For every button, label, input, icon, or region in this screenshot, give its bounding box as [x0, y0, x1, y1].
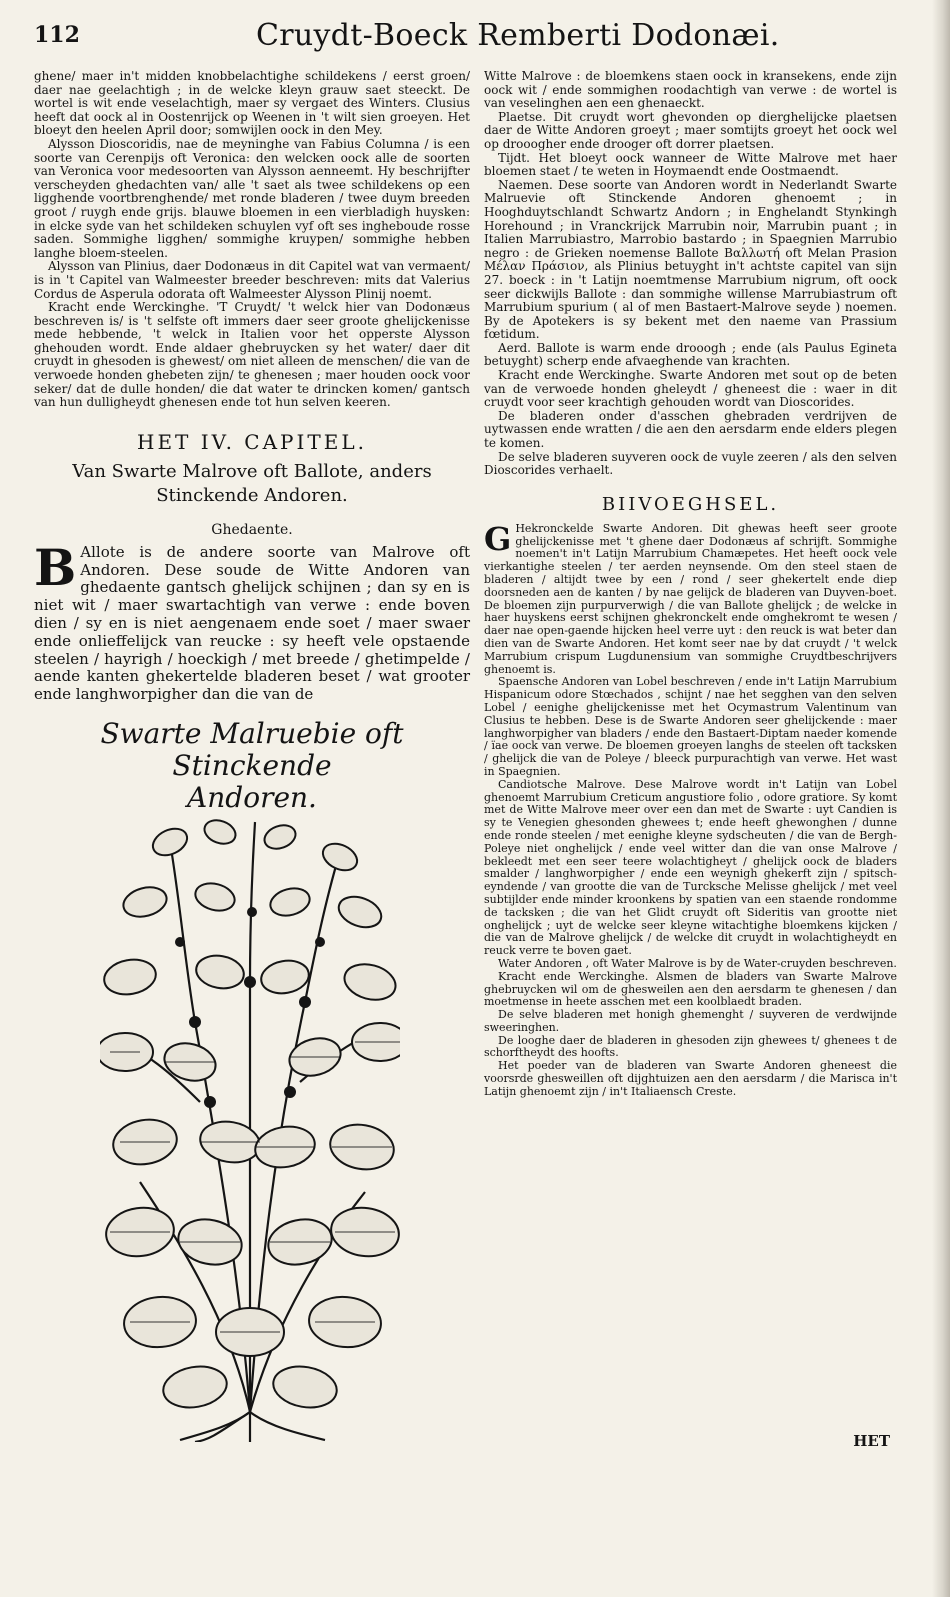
- catchword: HET: [853, 1432, 890, 1450]
- black-horehound-woodcut-illustration: [100, 802, 400, 1442]
- section-heading-bijvoeghsel: BIIVOEGHSEL.: [601, 493, 780, 515]
- chapter-subtitle-line-1: Van Swarte Malrove oft Ballote, anders: [72, 460, 432, 482]
- page-number: 112: [34, 22, 80, 48]
- paragraph-poeder: Het poeder van de bladeren van Swarte Andoren gheneest die voorsrde ghesweillen oft dijghtuizen aen den aersdarm / die Marisca in't Latijn ghenoemt zijn / in't Italiaensch Creste.: [484, 1059, 897, 1098]
- chapter-heading: HET IV. CAPITEL.: [137, 429, 367, 454]
- paragraph-spaensche-andoren: Spaensche Andoren van Lobel beschreven / ende in't Latijn Marrubium Hispanicum odore Stœchados , schijnt / nae het segghen van den selven Lobel / eenighe ghelijckenisse met het Ocymastrum Valentinum van Clusius te hebben. Dese is de Swarte Andoren seer ghelijckende : maer langhworpigher van bladers / ende den Bastaert-Diptam naeder komende / ïae oock van verwe. De bloemen groeyen langhs de steelen oft tacksken / ghelijck die van de Poleye / bleeck purpurachtigh van verwe. Het wast in Spaegnien.: [484, 675, 897, 778]
- paragraph-tijdt: Tijdt. Het bloeyt oock wanneer de Witte Malrove met haer bloemen staet / te weten in Hoymaendt ende Oostmaendt.: [484, 150, 897, 179]
- paragraph-candiotsche-malrove: Candiotsche Malrove. Dese Malrove wordt in't Latijn van Lobel ghenoemt Marrubium Creticum angustiore folio , odore gratiore. Sy komt met de Witte Malrove meer over een dan met de Swarte : uyt Candien is sy te Venegien ghesonden ghewees t; ende heeft ghewonghen / dunne ende ronde steelen / met eenighe kleyne sydscheuten / die van de Bergh-Poleye niet onghelijck / ende veel witter dan die van onse Malrove / bekleedt met een seer teere wolachtigheyt / ghelijck oock de bladers smalder / langhworpigher / ende een weynigh ghekerft zijn / spitsch-eyndende / van grootte die van de Turcksche Melisse ghelijck / met veel subtijlder ende minder kroonkens by spatien van een staende rondomme de tacksken ; die van het Glidt cruydt oft Sideritis van grootte niet onghelijck ; uyt de welcke seer kleyne witachtighe bloemkens kijcken / die van de Malrove ghelijck / de welcke dit cruydt in wolachtigheydt en reuck verre te boven gaet.: [484, 777, 897, 958]
- paragraph-alysson-dioscoridis: Alysson Dioscoridis, nae de meyninghe van Fabius Columna / is een soorte van Cerenpijs oft Veronica: den welcken oock alle de soorten van Veronica voor medesoorten van Alysson aenneemt. Hy beschrijfter verscheyden ghedachten van/ alle 't saet als twee schildekens op een ligghende voortbrenghende/ met ronde bladeren / twee duym breeden groot / ruygh ende grijs. blauwe bloemen in een vierbladigh huysken: in elcke syde van het schildeken schuylen vyf oft ses ingheboude rosse saden. Sommighe ligghen/ sommighe kruypen/ sommighe hebben langhe bloem-steelen.: [34, 136, 470, 260]
- paragraph-bladeren: De bladeren onder d'asschen ghebraden verdrijven de uytwassen ende wratten / die aen den aersdarm ende elders plegen te komen.: [484, 408, 897, 451]
- left-column: [34, 70, 470, 814]
- right-column: [484, 70, 897, 1099]
- paragraph-kracht-werckinghe-right: Kracht ende Werckinghe. Swarte Andoren met sout op de beten van de verwoede honden gheleydt / gheneest die : waer in dit cruydt voor seer krachtigh gehouden wordt van Dioscorides.: [484, 368, 897, 410]
- chapter-body-text: [34, 537, 470, 704]
- paragraph-looghe: De looghe daer de bladeren in ghesoden zijn ghewees t/ ghenees t de schorftheydt des hoofts.: [484, 1033, 897, 1060]
- paragraph-honigh: De selve bladeren met honigh ghemenght / suyveren de verdwijnde sweeringhen.: [484, 1008, 897, 1034]
- running-head: Cruydt-Boeck Remberti Dodonæi.: [256, 18, 780, 53]
- paragraph-flower-description: ghene/ maer in't midden knobbelachtighe schildekens / eerst groen/ daer nae geelachtigh ; in de welcke kleyn grauw saet steeckt. De wortel is wit ende veselachtigh, maer sy vergaet des Winters. Clusius heeft dat oock al in Oostenrijck op Weenen in 't wilt sien groeyen. Het bloeyt den heelen April door; somwijlen oock in den Mey.: [34, 69, 470, 138]
- drop-capital-g: G: [484, 519, 512, 558]
- paragraph-gekronckelde: [484, 519, 897, 677]
- drop-capital: B: [34, 537, 77, 597]
- paragraph-kracht-werckinghe: Kracht ende Werckinghe. 'T Cruydt/ 't welck hier van Dodonæus beschreven is/ is 't selfste oft immers daer seer groote ghelijckenisse mede hebbende, 't welck in Italien voor het opperste Alysson ghehouden wordt. Ende aldaer ghebruycken sy het water/ daer dit cruydt in ghesoden is ghewest/ om niet alleen de menschen/ die van de verwoede honden ghebeten zijn/ te ghenesen ; maer houden oock voor seker/ dat de dulle honden/ die dat water te drincken komen/ gantsch van hun dulligheydt ghenesen ende tot hun selven keeren.: [34, 300, 470, 410]
- paragraph-kracht-bijvoeghsel: Kracht ende Werckinghe. Alsmen de bladers van Swarte Malrove ghebruycken wil om de ghesweilen aen den aersdarm te ghenesen / dan moetmense in heete asschen met een koolblaedt braden.: [484, 969, 897, 1009]
- figure-caption-line-1: Swarte Malruebie oft Stinckende: [100, 717, 404, 783]
- paragraph-alysson-plinius: Alysson van Plinius, daer Dodonæus in dit Capitel wat van vermaent/ is in 't Capitel van Walmeester breeder beschreven: mits dat Valerius Cordus de Asperula odorata oft Walmeester Alysson Plinij noemt.: [34, 259, 470, 301]
- page-binding-shadow: [932, 0, 950, 1597]
- paragraph-naemen: Naemen. Dese soorte van Andoren wordt in Nederlandt Swarte Malruevie oft Stinckende Andoren ghenoemt ; in Hooghduytschlandt Schwartz Andorn ; in Enghelandt Stynkingh Horehound ; in Vranckrijck Marrubin noir, Marrubin puant ; in Italien Marrubiastro, Marrobio bastardo ; in Spaegnien Marrubio negro : de Grieken noemense Ballote Βαλλωτή oft Melan Prasion Μέλαν Πράσιον, als Plinius betuyght in't achtste capitel van sijn 27. boeck : in 't Latijn noemtmense Marrubium nigrum, oft oock seer dickwijls Ballote : dan sommighe willense Marrubiastrum oft Marrubium spurium ( al of men Bastaert-Malrove seyde ) noemen. By de Apotekers is sy bekent met den naeme van Prassium fœtidum.: [484, 177, 897, 342]
- paragraph-gekronckelde-text: Hekronckelde Swarte Andoren. Dit ghewas heeft seer groote ghelijckenisse met 't ghene daer Dodonæus af schrijft. Sommighe noemen't in't Latijn Marrubium Chamæpetes. Het heeft oock vele vierkantighe steelen / ter aerden neynsende. Om den steel staen de bladeren / altijdt twee by een / rond / seer ghekertelt ende diep doorsneden aen de kanten / by nae gelijck de bladeren van Duyven-boet. De bloemen zijn purpurverwigh / die van Ballote ghelijck ; de welcke in haer huyskens eerst schijnen ghekronckelt ende omghekromt te wesen / daer nae open-gaende hijcken heel verre uyt : den reuck is wat beter dan dien van de Swarte Andoren. Het komt seer nae by dat cruydt / 't welck Marrubium crispum Lugdunensium van sommighe Cruydtbeschrijvers ghenoemt is.: [484, 521, 897, 676]
- paragraph-zeeren: De selve bladeren suyveren oock de vuyle zeeren / als den selven Dioscorides verhaelt.: [484, 449, 897, 478]
- paragraph-water-andoren: Water Andoren , oft Water Malrove is by de Water-cruyden beschreven.: [498, 956, 897, 970]
- chapter-subtitle-line-2: Stinckende Andoren.: [156, 484, 348, 506]
- paragraph-plaetse: Plaetse. Dit cruydt wort ghevonden op dierghelijcke plaetsen daer de Witte Andoren groeyt ; maer somtijts groeyt het oock wel op drooogher ende drooger oft dorrer plaetsen.: [484, 109, 897, 151]
- chapter-body-content: Allote is de andere soorte van Malrove oft Andoren. Dese soude de Witte Andoren van ghedaente gantsch ghelijck schijnen ; dan sy en is niet wit / maer swartachtigh van verwe : ende boven dien / sy en is niet aengenaem ende soet / maer swaer ende onlieffelijck van reucke : sy heeft vele opstaende steelen / hayrigh / hoeckigh / met breede / ghetimpelde / aende kanten ghekertelde bladeren beset / wat grooter ende langhworpigher dan die van de: [34, 542, 470, 704]
- section-heading-ghedaente: Ghedaente.: [211, 521, 293, 538]
- paragraph-witte-malrove: Witte Malrove : de bloemkens staen oock in kransekens, ende zijn oock wit / ende sommighen roodachtigh van verwe : de wortel is van veselinghen aen een ghenaeckt.: [484, 69, 897, 111]
- figure-caption-line-2: Andoren.: [187, 781, 317, 815]
- paragraph-aerd: Aerd. Ballote is warm ende drooogh ; ende (als Paulus Egineta betuyght) scherp ende afvaeghende van krachten.: [484, 340, 897, 369]
